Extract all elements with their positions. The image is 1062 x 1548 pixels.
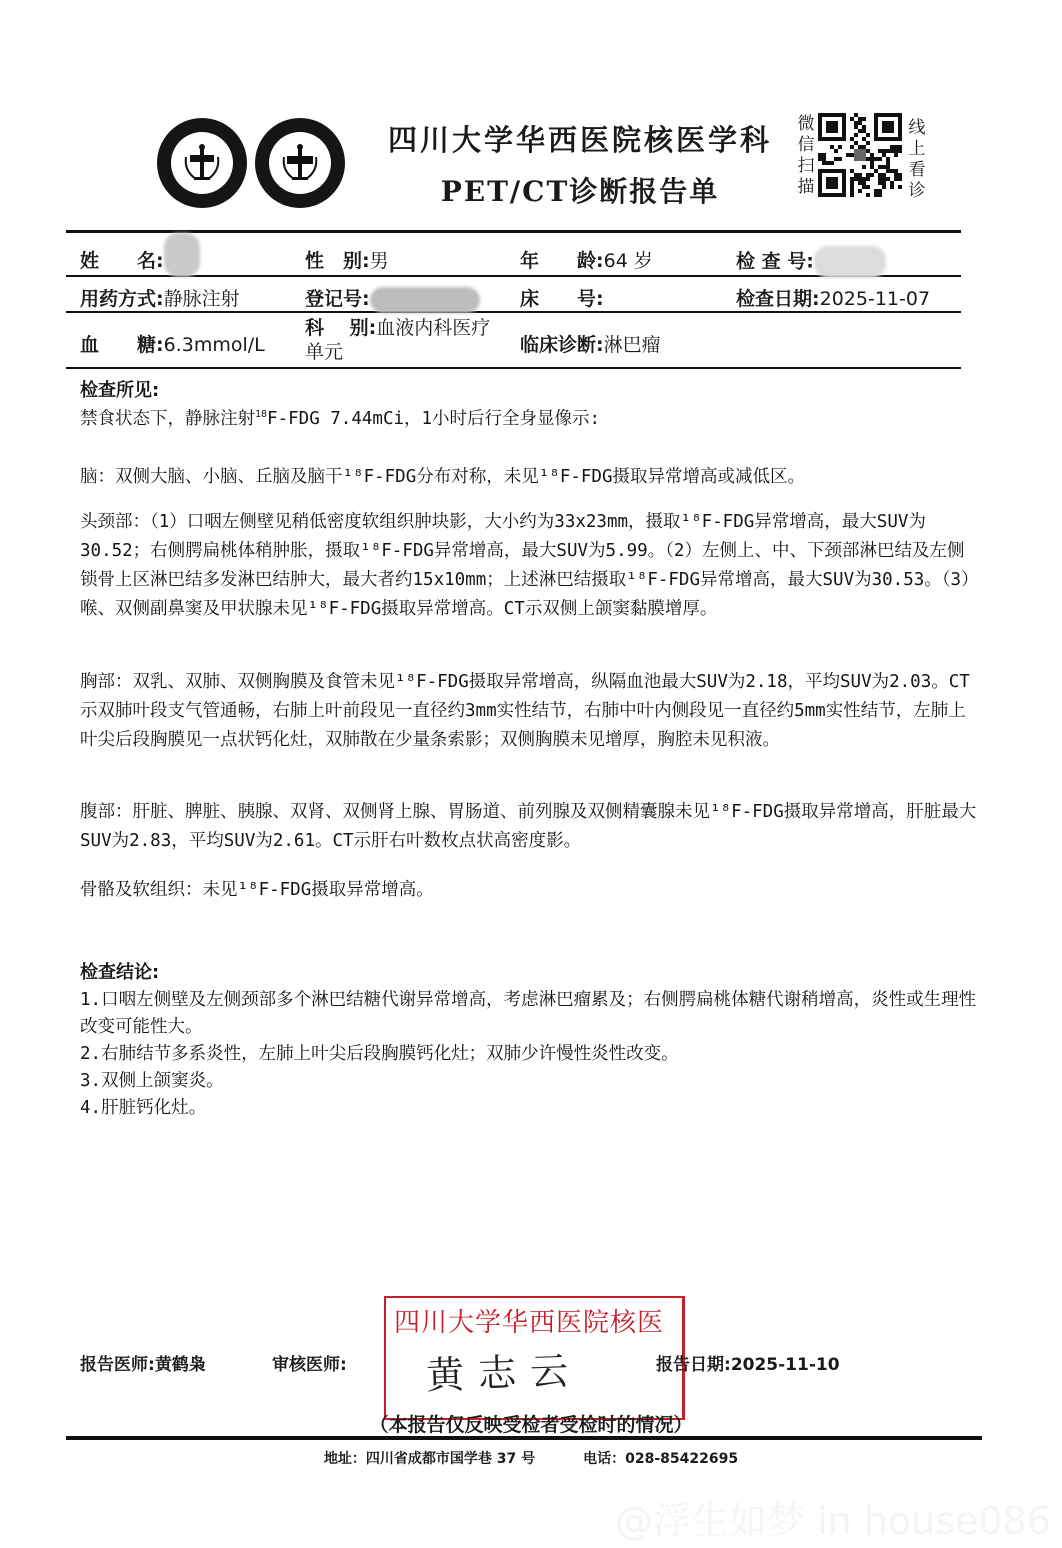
qr-module [878,173,882,177]
qr-module [870,173,874,177]
qr-module [882,153,886,157]
qr-module [874,189,878,193]
conclusion-item: 3.双侧上颌窦炎。 [80,1071,224,1091]
qr-module [826,161,830,165]
qr-module [878,189,882,193]
qr-module [862,177,866,181]
exam-date-field [736,284,930,311]
stamp-text: 四川大学华西医院核医 [394,1308,665,1338]
name-field [80,246,200,277]
qr-left-caption: 微信扫描 [797,114,815,197]
qr-module [822,157,826,161]
qr-module [898,173,902,177]
qr-module [878,177,882,181]
qr-module [834,149,838,153]
qr-module [866,149,870,153]
disclaimer-note: （本报告仅反映受检者受检时的情况） [369,1414,693,1436]
qr-module [878,193,882,197]
clinical-diagnosis-label: 临床诊断: [520,334,604,356]
qr-module [866,185,870,189]
qr-module [866,193,870,197]
qr-module [894,153,898,157]
department-value: 血液内科医疗 [376,317,491,339]
qr-module [874,193,878,197]
qr-module [878,149,882,153]
report-date-field [656,1350,840,1375]
qr-module [894,145,898,149]
report-date-value: 2025-11-10 [730,1355,840,1375]
drug-route-label: 用药方式: [80,288,164,310]
findings-intro-text: 禁食状态下，静脉注射 [80,409,255,429]
drug-route-field [80,284,240,311]
qr-module [850,153,854,157]
qr-module [854,125,858,129]
conclusion-heading: 检查结论: [80,962,160,983]
qr-module [866,173,870,177]
exam-number-field [736,246,886,278]
qr-module [886,149,890,153]
qr-module [850,169,854,173]
qr-module [870,165,874,169]
qr-module [854,121,858,125]
footer-contact [0,1448,1062,1468]
report-doctor-value: 黄鹤枭 [154,1355,206,1375]
footer-rule [66,1436,982,1440]
qr-module [898,145,902,149]
hospital-logo-right [255,118,345,208]
hospital-address: 地址：四川省成都市国学巷 37 号 [323,1451,536,1467]
findings-intro-text-continued: F-FDG 7.44mCi，1小时后行全身显像示: [267,409,601,429]
qr-module [850,189,854,193]
hospital-emblem-icon [171,132,233,194]
qr-module [854,113,858,117]
qr-module [890,185,894,189]
conclusion-item: 1.口咽左侧壁及左侧颈部多个淋巴结糖代谢异常增高，考虑淋巴瘤累及；右侧腭扁桃体糖代谢稍增高，炎性或生理性改变可能性大。 [80,990,977,1037]
exam-number-label: 检 查 号: [736,250,814,273]
qr-module [862,165,866,169]
qr-module [858,173,862,177]
qr-module [838,145,842,149]
findings-heading: 检查所见: [80,380,160,401]
review-doctor-field [272,1350,347,1375]
qr-module [890,145,894,149]
registration-number-label: 登记号: [305,288,370,310]
age-value: 64 岁 [603,250,653,272]
qr-module [886,169,890,173]
qr-module [874,157,878,161]
drug-route-value: 静脉注射 [163,288,240,310]
qr-module [850,185,854,189]
qr-module [870,157,874,161]
redaction-blur [164,233,200,277]
qr-module [858,117,862,121]
table-bottom-rule [66,367,961,369]
qr-module [850,193,854,197]
qr-module [862,185,866,189]
qr-module [866,133,870,137]
qr-module [850,177,854,181]
qr-module [854,177,858,181]
qr-module [874,169,878,173]
qr-module [898,185,902,189]
qr-module [854,133,858,137]
qr-module [862,145,866,149]
qr-module [830,145,834,149]
sex-label: 性 别: [305,250,370,272]
qr-module [894,173,898,177]
qr-module [886,165,890,169]
findings-abdomen: 腹部：肝脏、脾脏、胰腺、双肾、双侧肾上腺、胃肠道、前列腺及双侧精囊腺未见¹⁸F-FDG摄取异常增高，肝脏最大SUV为2.83，平均SUV为2.61。CT示肝右叶数枚点状高密度影。 [80,802,977,851]
blood-glucose-label: 血 糖: [80,334,164,356]
blood-glucose-field [80,330,265,357]
qr-module [850,181,854,185]
report-title: PET/CT诊断报告单 [440,175,720,208]
conclusion-item: 2.右肺结节多系炎性，左肺上叶尖后段胸膜钙化灶；双肺少许慢性炎性改变。 [80,1044,679,1064]
qr-module [886,157,890,161]
qr-module [862,117,866,121]
findings-brain: 脑：双侧大脑、小脑、丘脑及脑干¹⁸F-FDG分布对称，未见¹⁸F-FDG摄取异常增高或减低区。 [80,467,805,487]
qr-code [818,112,902,198]
age-field [520,246,653,273]
qr-module [890,149,894,153]
qr-module [866,177,870,181]
hospital-name: 四川大学华西医院核医学科 [387,123,772,157]
qr-module [838,157,842,161]
qr-module [882,173,886,177]
qr-module [878,157,882,161]
qr-module [890,181,894,185]
bed-number-field [520,284,604,311]
qr-module [846,153,850,157]
qr-module [882,165,886,169]
qr-module [882,149,886,153]
qr-module [886,161,890,165]
department-field [305,316,490,364]
qr-module [858,145,862,149]
qr-module [866,157,870,161]
exam-date-value: 2025-11-07 [819,288,931,310]
conclusion-list [80,987,980,1122]
qr-module [894,177,898,181]
sex-value: 男 [369,250,389,272]
isotope-superscript: 18 [255,409,268,421]
clinical-diagnosis-value: 淋巴瘤 [603,334,661,356]
findings-head-neck: 头颈部：（1）口咽左侧壁见稍低密度软组织肿块影，大小约为33x23mm，摄取¹⁸F-FDG异常增高，最大SUV为30.52；右侧腭扁桃体稍肿胀，摄取¹⁸F-FDG异常增高，最大SUV为5.99。（2）左侧上、中、下颈部淋巴结及左侧锁骨上区淋巴结多发淋巴结肿大，最大者约15x10mm；上述淋巴结摄取¹⁸F-FDG异常增高，最大SUV为30.53。（3）喉、双侧副鼻窦及甲状腺未见¹⁸F-FDG摄取异常增高。CT示双侧上颌窦黏膜增厚。 [80,512,979,619]
qr-module [890,169,894,173]
qr-module [854,173,858,177]
qr-module [854,141,858,145]
handwritten-signature: 黄志云 [425,1348,583,1398]
qr-module [822,153,826,157]
qr-module [870,153,874,157]
redaction-blur [814,246,886,278]
qr-module [898,177,902,181]
report-date-label: 报告日期: [656,1355,731,1375]
sex-field [305,246,389,273]
qr-module [858,129,862,133]
findings-intro [80,405,980,434]
qr-module [862,125,866,129]
qr-module [858,189,862,193]
conclusion-item: 4.肝脏钙化灶。 [80,1098,207,1118]
watermark: @浮生如梦 in house086 [615,1499,1051,1543]
qr-module [882,177,886,181]
age-label: 年 龄: [520,250,604,272]
qr-module [894,169,898,173]
qr-module [862,129,866,133]
qr-module [862,181,866,185]
exam-date-label: 检查日期: [736,288,820,310]
qr-module [858,181,862,185]
department-value-continued: 单元 [305,341,344,363]
report-doctor-field [80,1350,206,1375]
bed-number-label: 床 号: [520,288,604,310]
qr-module [886,177,890,181]
qr-module [894,149,898,153]
report-doctor-label: 报告医师: [80,1355,155,1375]
hospital-emblem-icon [269,132,331,194]
qr-module [850,137,854,141]
qr-right-caption: 线上看诊 [908,118,926,201]
findings-chest: 胸部：双乳、双肺、双侧胸膜及食管未见¹⁸F-FDG摄取异常增高，纵隔血池最大SUV为2.18，平均SUV为2.03。CT示双肺叶段支气管通畅，右肺上叶前段见一直径约3mm实性结节，右肺中叶内侧段见一直径约5mm实性结节，左肺上叶尖后段胸膜见一点状钙化灶，双肺散在少量条索影；双侧胸膜未见增厚，胸腔未见积液。 [80,672,970,750]
qr-module [818,153,822,157]
findings-bone-soft-tissue: 骨骼及软组织：未见¹⁸F-FDG摄取异常增高。 [80,880,434,900]
qr-module [858,121,862,125]
qr-module [818,157,822,161]
qr-module [822,161,826,165]
redaction-blur [370,287,480,313]
department-label: 科 别: [305,317,377,339]
qr-module [834,157,838,161]
qr-module [850,117,854,121]
review-doctor-label: 审核医师: [272,1355,347,1375]
table-row-rule [66,311,961,313]
registration-number-field [305,284,480,313]
qr-module [866,141,870,145]
qr-module [862,137,866,141]
qr-module [830,161,834,165]
table-top-rule [66,230,961,233]
blood-glucose-value: 6.3mmol/L [163,334,265,356]
qr-module [898,149,902,153]
official-stamp [384,1296,685,1420]
qr-module [882,181,886,185]
hospital-phone: 电话：028-85422695 [583,1451,739,1467]
hospital-logo-left [157,118,247,208]
qr-module [882,185,886,189]
qr-module [878,165,882,169]
qr-module [878,181,882,185]
qr-module [858,177,862,181]
qr-module [870,161,874,165]
clinical-diagnosis-field [520,330,661,357]
qr-module [850,145,854,149]
name-label: 姓 名: [80,250,164,272]
